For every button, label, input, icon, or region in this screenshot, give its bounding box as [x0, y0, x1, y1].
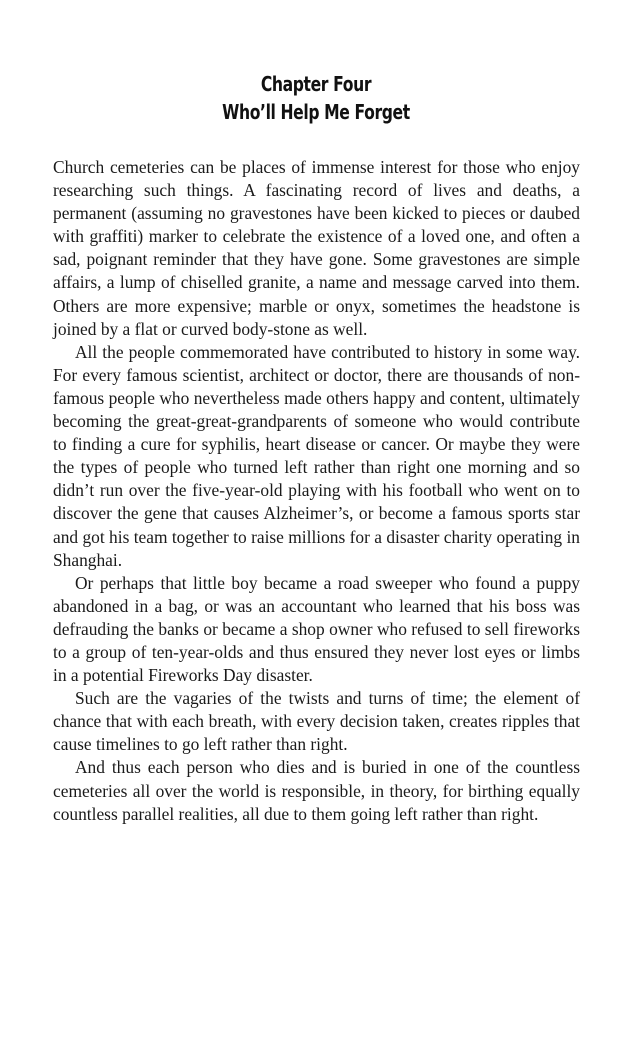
- paragraph: All the people commemorated have contributed to history in some way. For every famous scientist, architect or doctor, there are thousands of non-famous people who nevertheless made others happy and content, ultimately becoming the great-great-grandparents of someone who would contribute to finding a cure for syphilis, heart disease or cancer. Or maybe they were the types of people who turned left rather than right one morning and so didn’t run over the five-year-old playing with his football who went on to discover the gene that causes Alzheimer’s, or become a famous sports star and got his team together to raise millions for a disaster charity operating in Shanghai.: [53, 341, 580, 570]
- chapter-body: [53, 156, 580, 826]
- chapter-number: Chapter Four: [260, 72, 372, 96]
- paragraph: Or perhaps that little boy became a road sweeper who found a puppy abandoned in a bag, or was an accountant who learned that his boss was defrauding the banks or became a shop owner who refused to sell fireworks to a group of ten-year-olds and thus ensured they never lost eyes or limbs in a potential Fireworks Day disaster.: [53, 572, 580, 686]
- chapter-heading: [0, 70, 632, 126]
- paragraph: Such are the vagaries of the twists and turns of time; the element of chance that with each breath, with every decision taken, creates ripples that cause timelines to go left rather than right.: [53, 688, 580, 755]
- paragraph: Church cemeteries can be places of immense interest for those who enjoy researching such things. A fascinating record of lives and deaths, a permanent (assuming no gravestones have been kicked to pieces or daubed with graffiti) marker to celebrate the existence of a loved one, and often a sad, poignant reminder that they have gone. Some gravestones are simple affairs, a lump of chiselled granite, a name and message carved into them. Others are more expensive; marble or onyx, sometimes the headstone is joined by a flat or curved body-stone as well.: [53, 157, 580, 339]
- paragraph: And thus each person who dies and is buried in one of the countless cemeteries all over the world is responsible, in theory, for birthing equally countless parallel realities, all due to them going left rather than right.: [53, 757, 580, 824]
- chapter-title: Who’ll Help Me Forget: [222, 100, 410, 124]
